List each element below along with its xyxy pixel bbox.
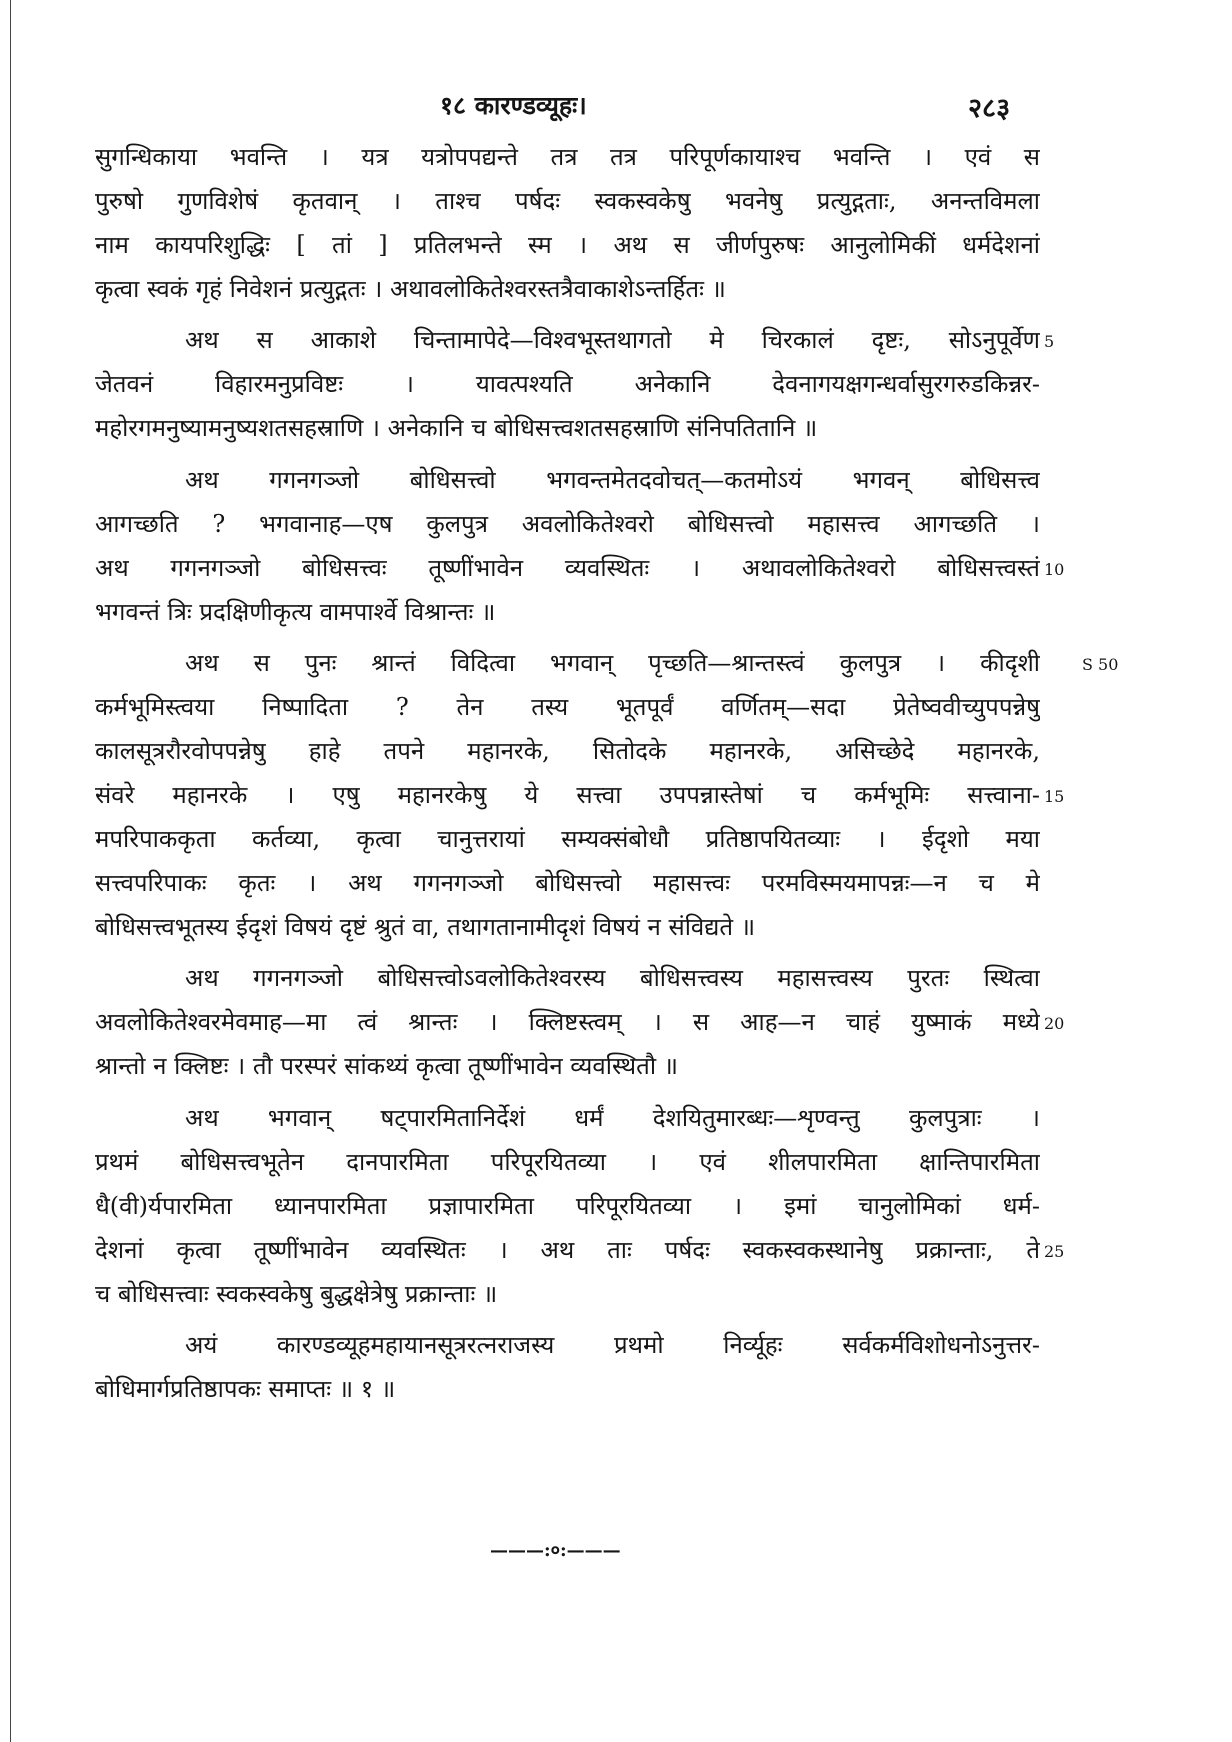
text-line: च बोधिसत्त्वाः स्वकस्वकेषु बुद्धक्षेत्रेषु प्रक्रान्ताः ॥ <box>95 1280 498 1308</box>
text-line: सुगन्धिकाया भवन्ति । यत्र यत्रोपपद्यन्ते तत्र तत्र परिपूर्णकायाश्च भवन्ति । एवं स <box>95 143 1040 171</box>
text-line: बोधिसत्त्वभूतस्य ईदृशं विषयं दृष्टं श्रुतं वा, तथागतानामीदृशं विषयं न संविद्यते ॥ <box>95 913 756 941</box>
text-line: अयं कारण्डव्यूहमहायानसूत्ररत्नराजस्य प्रथमो निर्व्यूहः सर्वकर्मविशोधनोऽनुत्तर- <box>185 1331 1040 1359</box>
text-line: अथ स आकाशे चिन्तामापेदे—विश्वभूस्तथागतो मे चिरकालं दृष्टः, सोऽनुपूर्वेण <box>185 326 1040 354</box>
scan-edge-line <box>10 0 11 1742</box>
text-line: कर्मभूमिस्त्वया निष्पादिता ? तेन तस्य भूतपूर्वं वर्णितम्—सदा प्रेतेष्ववीच्युपपन्नेषु <box>95 693 1040 721</box>
text-line: अथ स पुनः श्रान्तं विदित्वा भगवान् पृच्छति—श्रान्तस्त्वं कुलपुत्र । कीदृशी <box>185 649 1040 677</box>
source-reference: S 50 <box>1082 655 1119 674</box>
text-line: जेतवनं विहारमनुप्रविष्टः । यावत्पश्यति अनेकानि देवनागयक्षगन्धर्वासुरगरुडकिन्नर- <box>95 370 1040 398</box>
text-line: अथ गगनगञ्जो बोधिसत्त्वोऽवलोकितेश्वरस्य बोधिसत्त्वस्य महासत्त्वस्य पुरतः स्थित्वा <box>185 964 1040 992</box>
line-number: 5 <box>1044 332 1055 351</box>
text-line: सत्त्वपरिपाकः कृतः । अथ गगनगञ्जो बोधिसत्त्वो महासत्त्वः परमविस्मयमापन्नः—न च मे <box>95 869 1040 897</box>
page-number: २८३ <box>968 93 1011 124</box>
text-line: संवरे महानरके । एषु महानरकेषु ये सत्त्वा उपपन्नास्तेषां च कर्मभूमिः सत्त्वाना- <box>95 781 1040 809</box>
text-line: महोरगमनुष्यामनुष्यशतसहस्राणि । अनेकानि च बोधिसत्त्वशतसहस्राणि संनिपतितानि ॥ <box>95 414 818 442</box>
page-header <box>0 88 1232 128</box>
line-number: 10 <box>1044 560 1065 579</box>
section-separator: ———:०:——— <box>490 1540 621 1561</box>
text-line: अवलोकितेश्वरमेवमाह—मा त्वं श्रान्तः । क्लिष्टस्त्वम् । स आह—न चाहं युष्माकं मध्ये <box>95 1008 1040 1036</box>
text-line: अथ भगवान् षट्पारमितानिर्देशं धर्मं देशयितुमारब्धः—शृण्वन्तु कुलपुत्राः । <box>185 1104 1040 1132</box>
text-line: अथ गगनगञ्जो बोधिसत्त्वः तूष्णींभावेन व्यवस्थितः । अथावलोकितेश्वरो बोधिसत्त्वस्तं <box>95 554 1040 582</box>
text-line: भगवन्तं त्रिः प्रदक्षिणीकृत्य वामपार्श्वे विश्रान्तः ॥ <box>95 598 496 626</box>
text-line: आगच्छति ? भगवानाह—एष कुलपुत्र अवलोकितेश्वरो बोधिसत्त्वो महासत्त्व आगच्छति । <box>95 510 1040 538</box>
text-line: बोधिमार्गप्रतिष्ठापकः समाप्तः ॥ १ ॥ <box>95 1375 396 1403</box>
text-line: प्रथमं बोधिसत्त्वभूतेन दानपारमिता परिपूरयितव्या । एवं शीलपारमिता क्षान्तिपारमिता <box>95 1148 1040 1176</box>
text-line: कालसूत्ररौरवोपपन्नेषु हाहे तपने महानरके, सितोदके महानरके, असिच्छेदे महानरके, <box>95 737 1040 765</box>
line-number: 15 <box>1044 787 1065 806</box>
line-number: 25 <box>1044 1242 1065 1261</box>
text-line: श्रान्तो न क्लिष्टः । तौ परस्परं सांकथ्यं कृत्वा तूष्णींभावेन व्यवस्थितौ ॥ <box>95 1052 679 1080</box>
text-line: नाम कायपरिशुद्धिः [ तां ] प्रतिलभन्ते स्म । अथ स जीर्णपुरुषः आनुलोमिकीं धर्मदेशनां <box>95 231 1040 259</box>
text-line: कृत्वा स्वकं गृहं निवेशनं प्रत्युद्गतः । अथावलोकितेश्वरस्तत्रैवाकाशेऽन्तर्हितः ॥ <box>95 275 726 303</box>
running-title: १८ कारण्डव्यूहः। <box>440 91 587 120</box>
line-number: 20 <box>1044 1014 1065 1033</box>
text-line: अथ गगनगञ्जो बोधिसत्त्वो भगवन्तमेतदवोचत्—कतमोऽयं भगवन् बोधिसत्त्व <box>185 466 1040 494</box>
text-line: देशनां कृत्वा तूष्णींभावेन व्यवस्थितः । अथ ताः पर्षदः स्वकस्वकस्थानेषु प्रक्रान्ताः, ते <box>95 1236 1040 1264</box>
text-line: धै(वी)र्यपारमिता ध्यानपारमिता प्रज्ञापारमिता परिपूरयितव्या । इमां चानुलोमिकां धर्म- <box>95 1192 1040 1220</box>
text-line: पुरुषो गुणविशेषं कृतवान् । ताश्च पर्षदः स्वकस्वकेषु भवनेषु प्रत्युद्गताः, अनन्तविमला <box>95 187 1040 215</box>
text-line: मपरिपाककृता कर्तव्या, कृत्वा चानुत्तरायां सम्यक्संबोधौ प्रतिष्ठापयितव्याः । ईदृशो मया <box>95 825 1040 853</box>
